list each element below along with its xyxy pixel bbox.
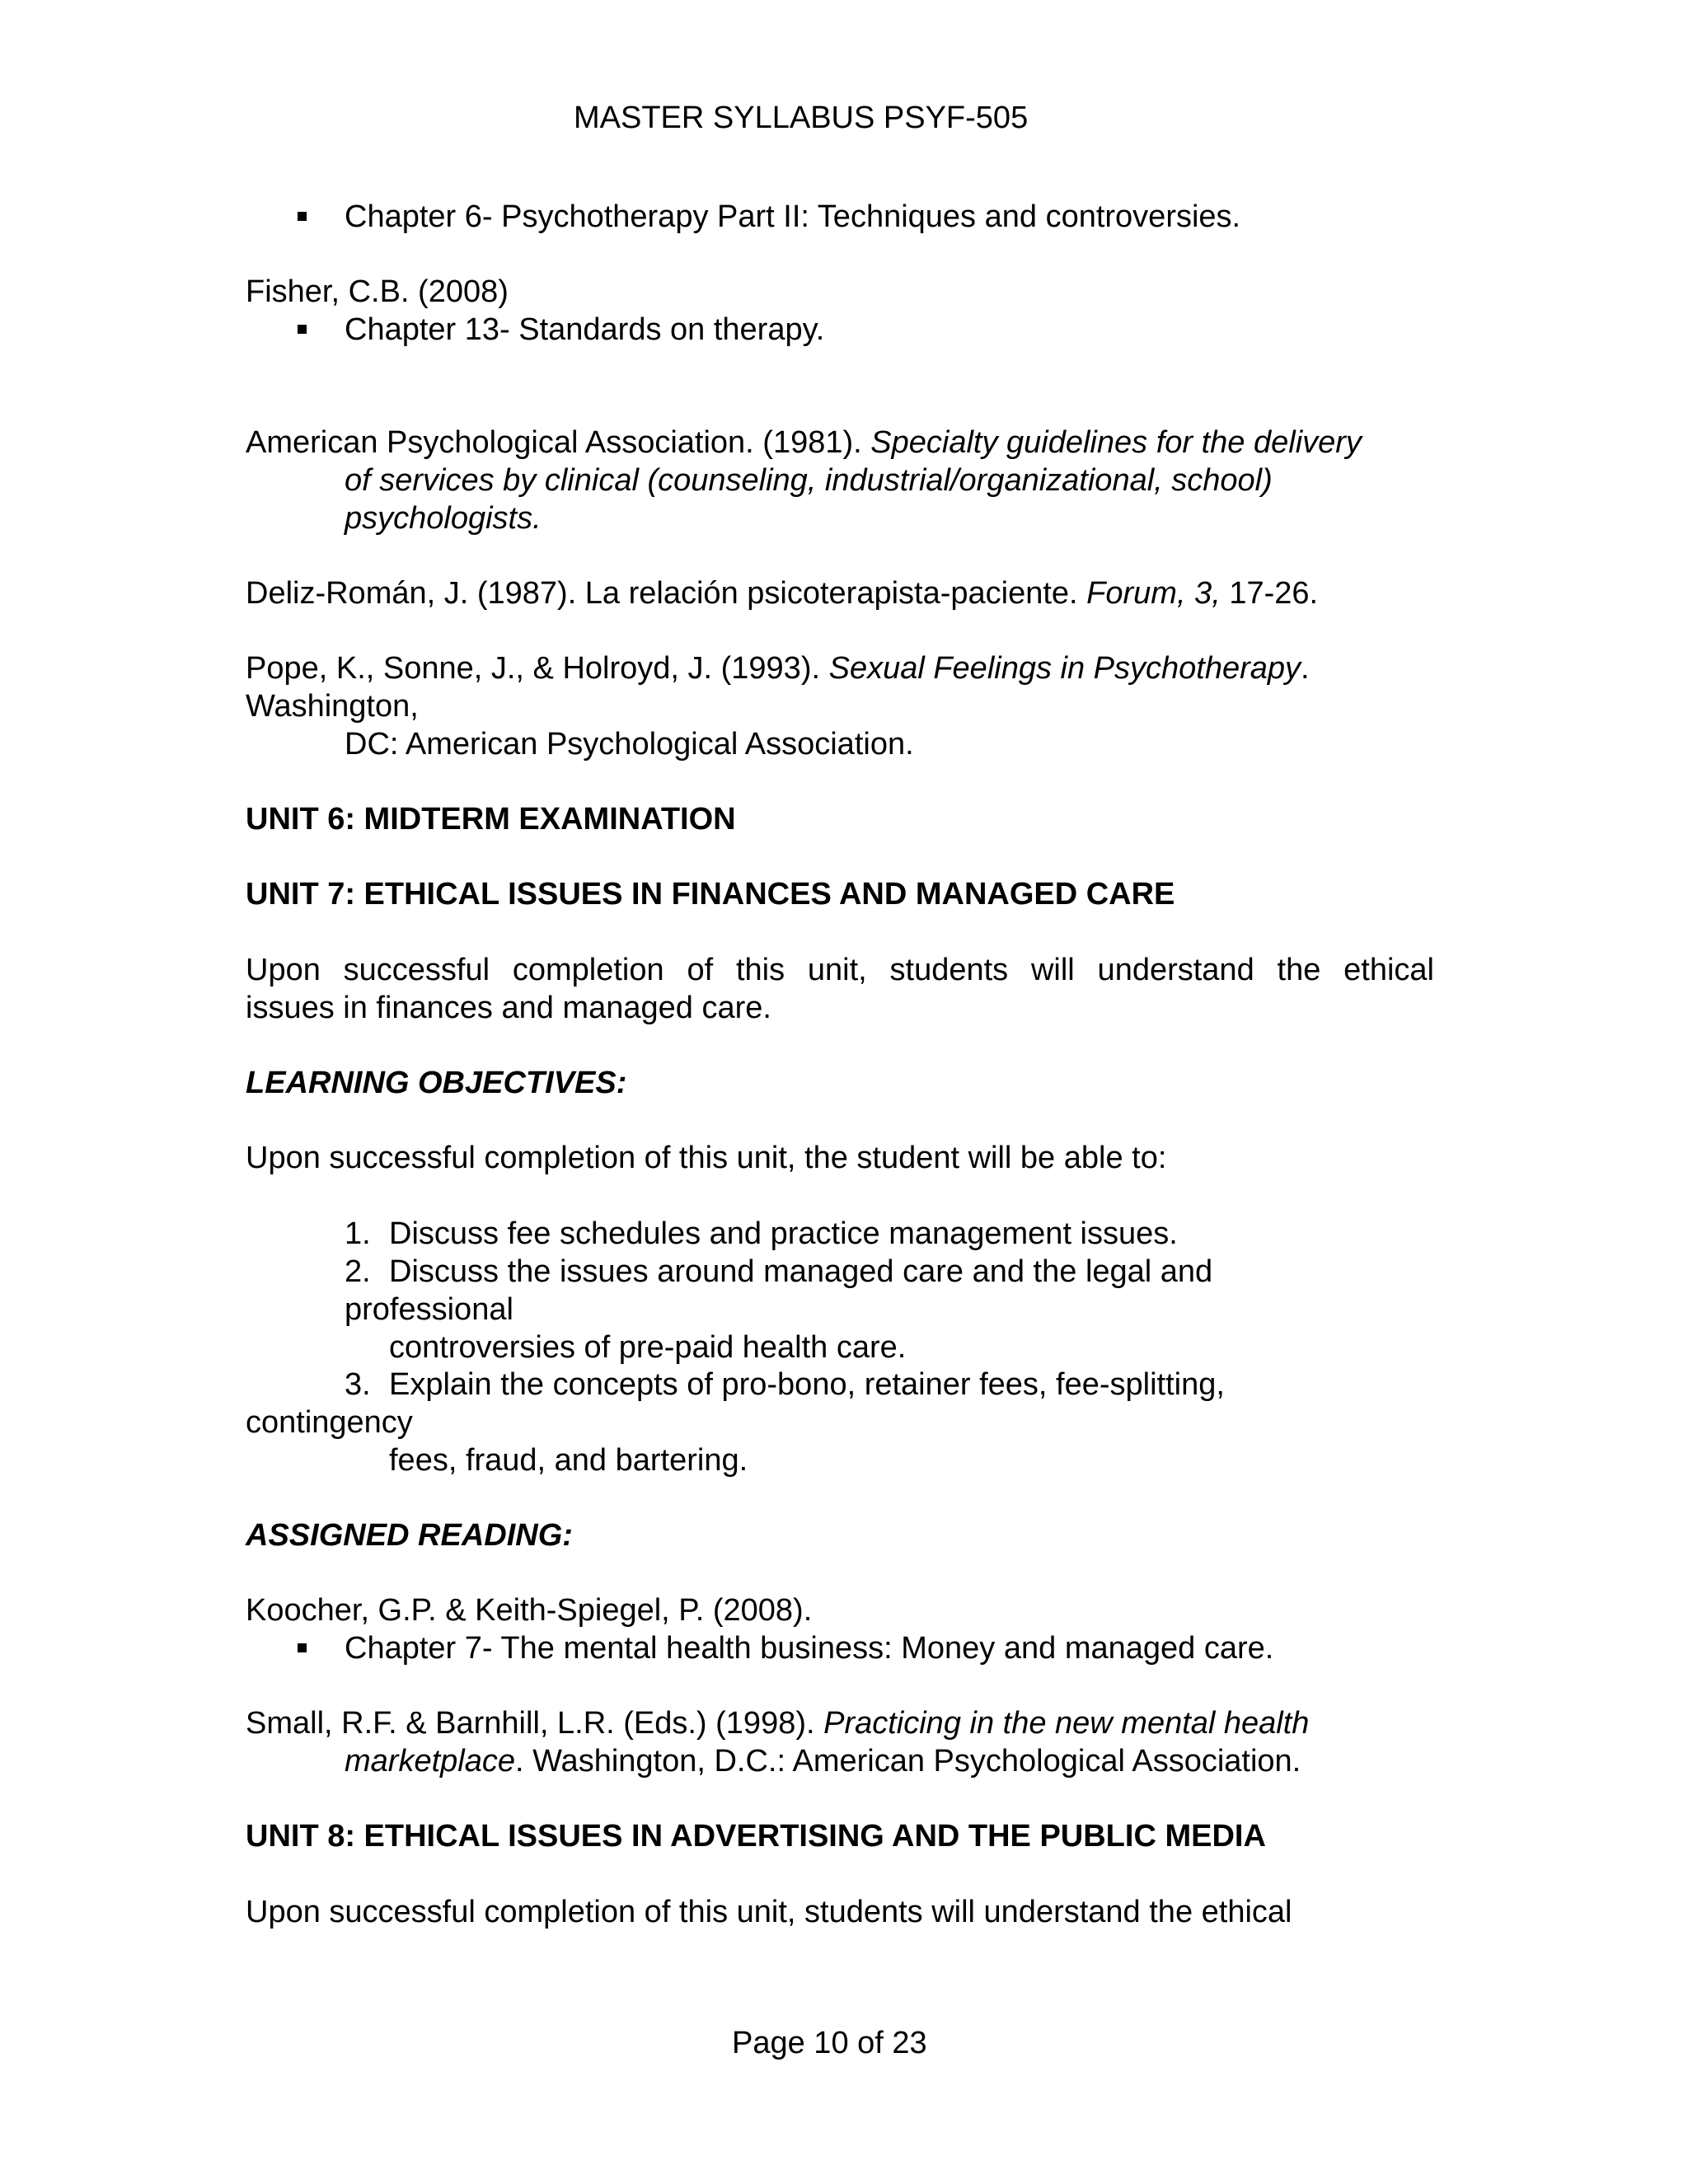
- unit8-heading: UNIT 8: ETHICAL ISSUES IN ADVERTISING AND THE PUBLIC MEDIA: [246, 1819, 1266, 1854]
- reference-apa-title-line3: psychologists.: [345, 501, 542, 536]
- unit7-intro-line1: Upon successful completion of this unit, students will understand the ethical: [246, 953, 1434, 987]
- reference-pope-line2: Washington,: [246, 689, 419, 724]
- reference-apa-title-line2: of services by clinical (counseling, industrial/organizational, school): [345, 463, 1273, 498]
- reference-small-line2: [345, 1742, 1301, 1780]
- unit7-heading: UNIT 7: ETHICAL ISSUES IN FINANCES AND MANAGED CARE: [246, 877, 1175, 912]
- learning-objectives-intro: Upon successful completion of this unit, the student will be able to:: [246, 1141, 1167, 1175]
- reference-deliz: [246, 574, 1318, 612]
- reading-bullet-chapter6: Chapter 6- Psychotherapy Part II: Techniques and controversies.: [345, 199, 1241, 234]
- reference-deliz-journal: Forum, 3,: [1086, 576, 1221, 611]
- unit8-intro-line1: Upon successful completion of this unit, students will understand the ethical: [246, 1895, 1292, 1929]
- reference-koocher: Koocher, G.P. & Keith-Spiegel, P. (2008).: [246, 1593, 813, 1628]
- reference-pope-line3: DC: American Psychological Association.: [345, 727, 914, 762]
- reference-small-title: Practicing in the new mental health: [823, 1706, 1310, 1741]
- reference-small-title-end: marketplace: [345, 1744, 515, 1779]
- reference-pope: [246, 649, 1310, 687]
- bullet-square-icon: [298, 212, 307, 221]
- bullet-square-icon: [298, 1643, 307, 1652]
- reference-apa-title: Specialty guidelines for the delivery: [870, 425, 1362, 460]
- reference-small-publisher: . Washington, D.C.: American Psychological Association.: [514, 1744, 1301, 1779]
- page-footer-number: Page 10 of 23: [732, 2026, 927, 2060]
- reference-apa: [246, 424, 1362, 462]
- objective-text-line2: contingency: [246, 1405, 413, 1440]
- reference-pope-period: .: [1301, 651, 1310, 686]
- objective-number: 1.: [345, 1216, 371, 1251]
- reference-apa-author: American Psychological Association. (1981).: [246, 425, 871, 460]
- objective-number: 3.: [345, 1367, 371, 1402]
- reference-deliz-text: Deliz-Román, J. (1987). La relación psicoterapista-paciente.: [246, 576, 1087, 611]
- reference-deliz-pages: 17-26.: [1220, 576, 1319, 611]
- objective-text: Discuss the issues around managed care and the legal and: [389, 1254, 1213, 1289]
- objective-text-line2: professional: [345, 1292, 513, 1327]
- objective-text: Explain the concepts of pro-bono, retainer fees, fee-splitting,: [389, 1367, 1225, 1402]
- reference-pope-authors: Pope, K., Sonne, J., & Holroyd, J. (1993).: [246, 651, 829, 686]
- objective-number: 2.: [345, 1254, 371, 1289]
- unit7-intro-line2: issues in finances and managed care.: [246, 991, 771, 1025]
- reference-pope-title: Sexual Feelings in Psychotherapy: [828, 651, 1301, 686]
- assigned-reading-heading: ASSIGNED READING:: [246, 1518, 573, 1553]
- reference-small-authors: Small, R.F. & Barnhill, L.R. (Eds.) (1998).: [246, 1706, 824, 1741]
- reference-fisher: Fisher, C.B. (2008): [246, 274, 509, 309]
- reading-bullet-chapter13: Chapter 13- Standards on therapy.: [345, 312, 825, 347]
- reading-bullet-chapter7: Chapter 7- The mental health business: Money and managed care.: [345, 1631, 1274, 1666]
- learning-objectives-heading: LEARNING OBJECTIVES:: [246, 1066, 627, 1100]
- bullet-square-icon: [298, 325, 307, 334]
- objective-text: Discuss fee schedules and practice management issues.: [389, 1216, 1178, 1251]
- unit6-heading: UNIT 6: MIDTERM EXAMINATION: [246, 802, 736, 837]
- reference-small: [246, 1704, 1309, 1742]
- objective-text-line3: controversies of pre-paid health care.: [389, 1330, 907, 1365]
- page-header-title: MASTER SYLLABUS PSYF-505: [574, 101, 1029, 135]
- objective-text-line3: fees, fraud, and bartering.: [389, 1443, 748, 1478]
